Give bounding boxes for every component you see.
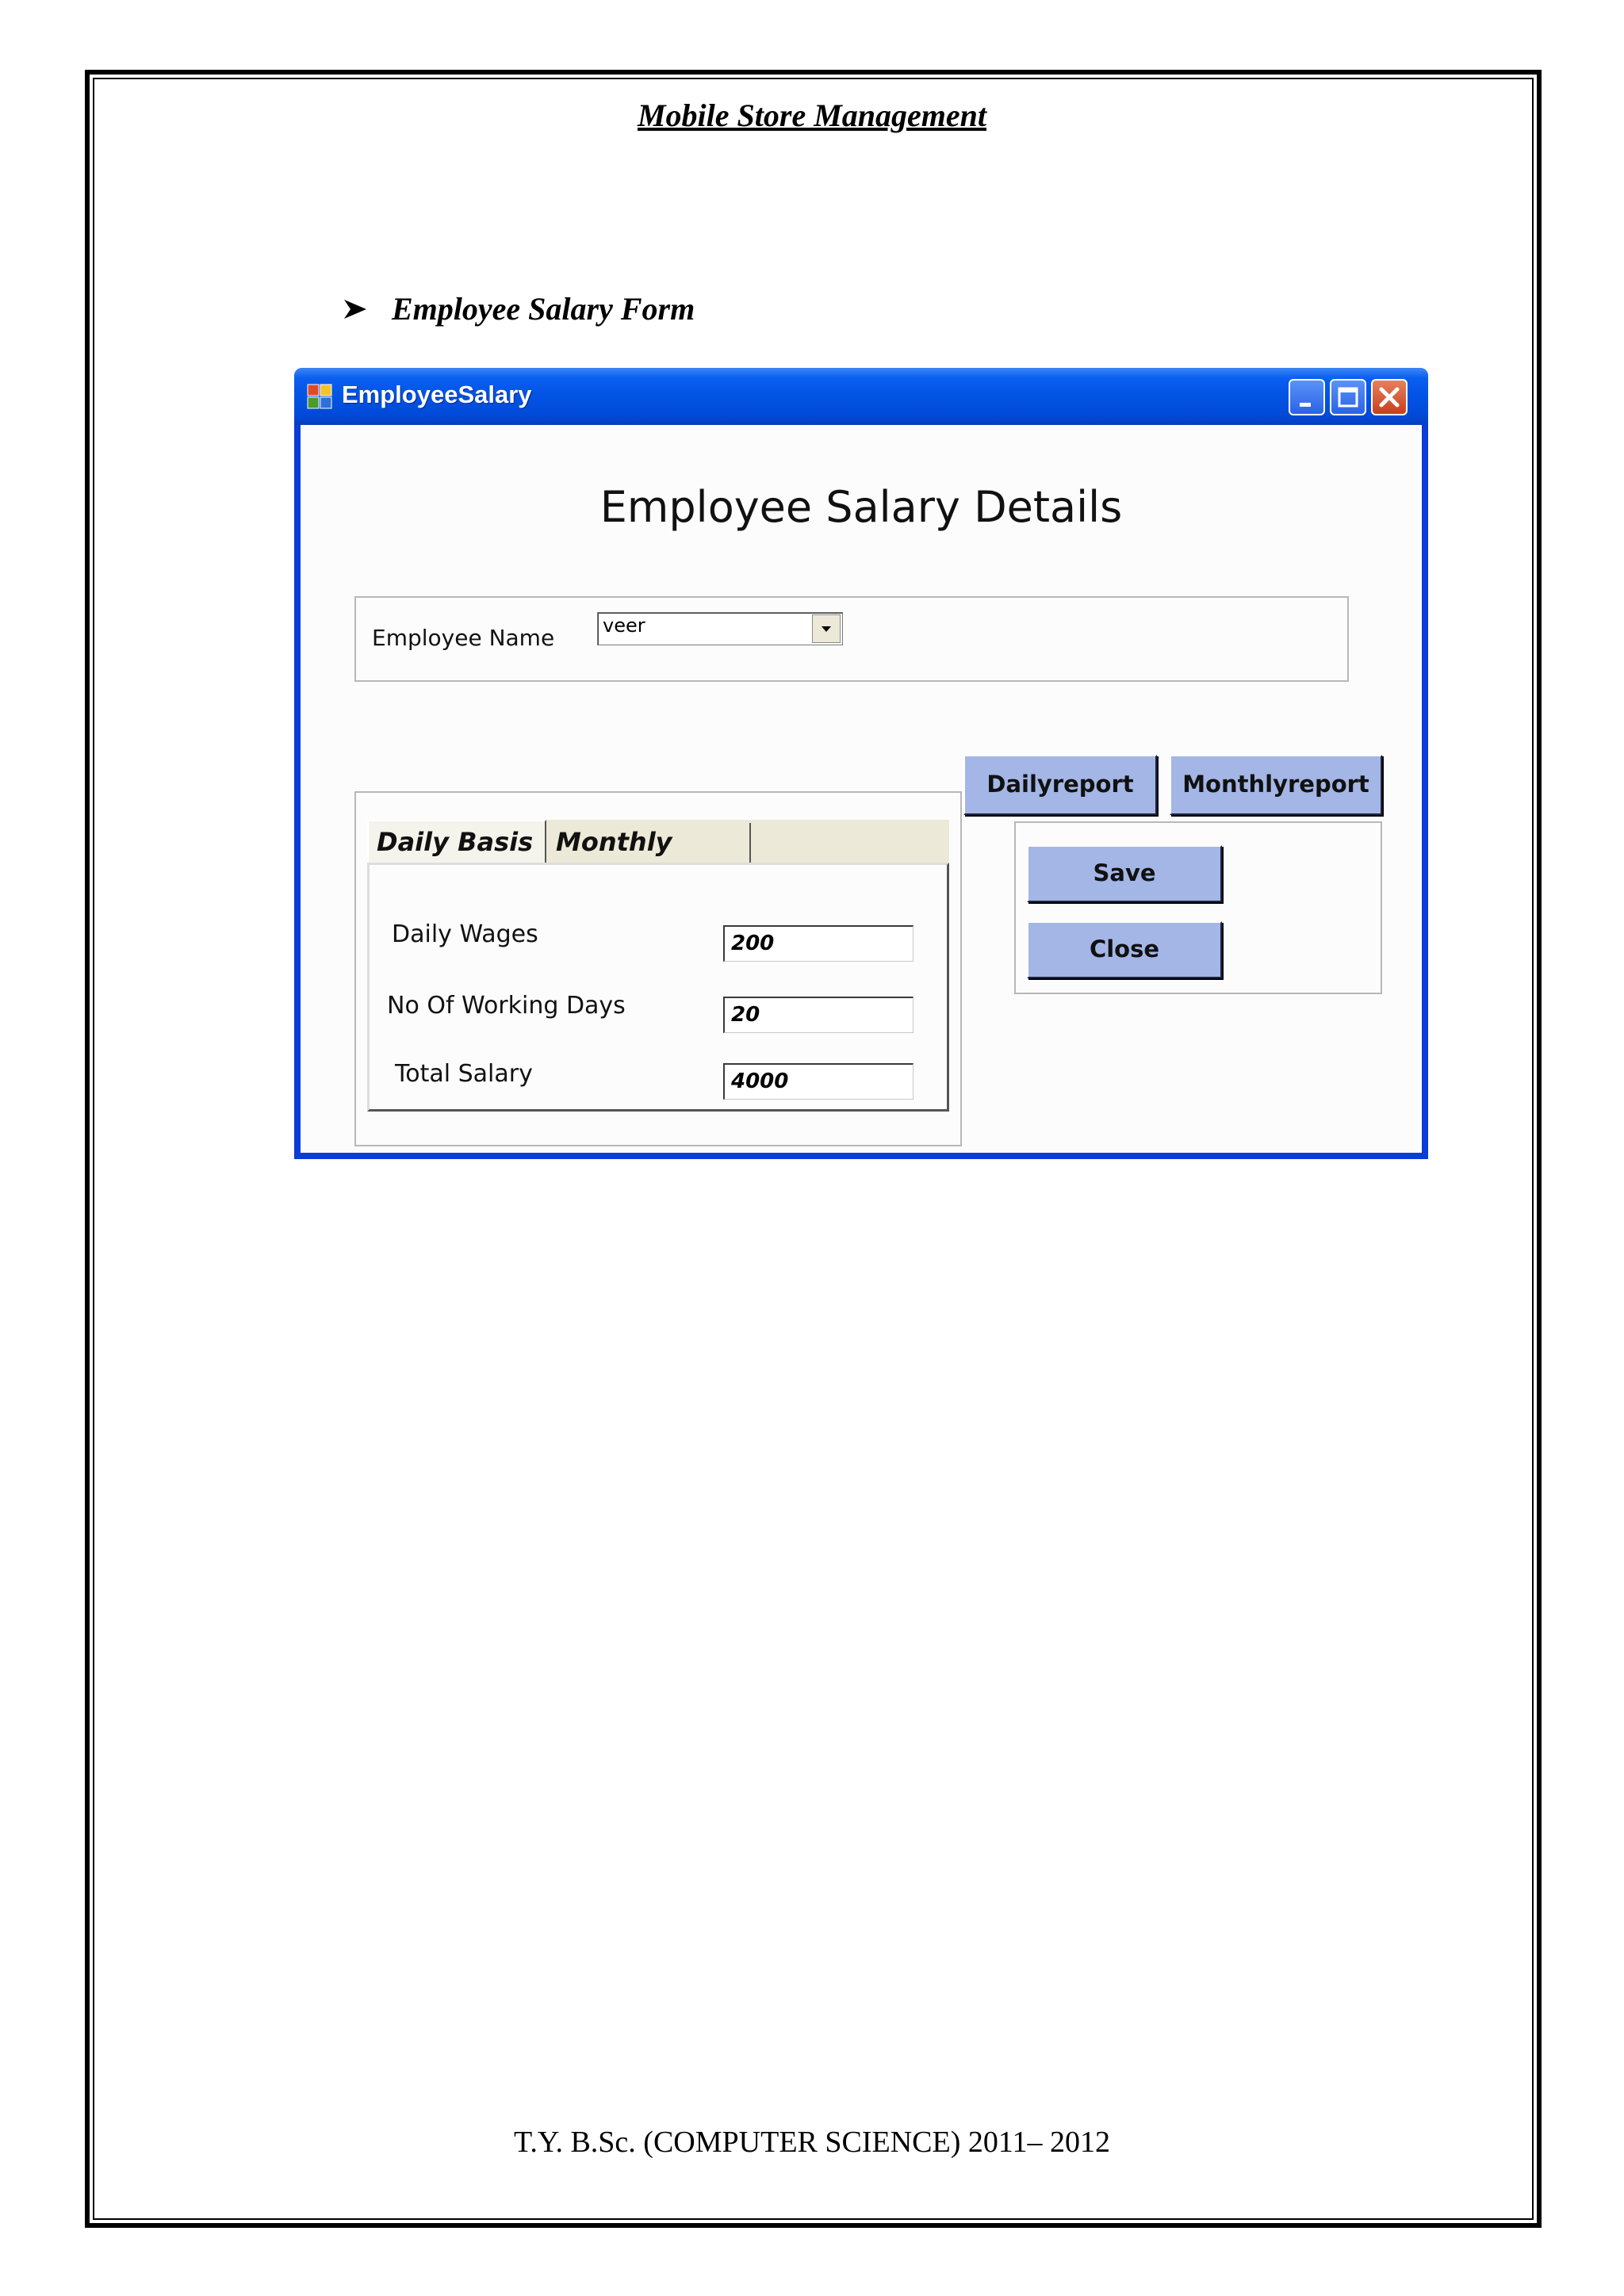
tab-daily-basis[interactable]: Daily Basis (367, 820, 546, 863)
daily-wages-input[interactable]: 200 (723, 925, 914, 962)
salary-group (354, 791, 962, 1146)
app-icon (307, 384, 332, 409)
close-icon (1373, 381, 1406, 414)
employee-name-group (354, 596, 1349, 682)
maximize-button[interactable] (1330, 379, 1366, 415)
tab-strip (367, 820, 949, 864)
window-titlebar[interactable] (294, 368, 1428, 425)
tab-monthly-basis[interactable]: Monthly (548, 823, 751, 863)
section-heading (343, 290, 695, 327)
daily-report-button[interactable]: Dailyreport (963, 755, 1157, 815)
working-days-label: No Of Working Days (387, 992, 626, 1020)
employee-name-label: Employee Name (372, 625, 555, 651)
save-button[interactable]: Save (1027, 845, 1222, 902)
working-days-input[interactable]: 20 (723, 997, 914, 1033)
total-salary-input[interactable]: 4000 (723, 1063, 914, 1100)
dropdown-button[interactable] (812, 614, 841, 643)
minimize-icon (1290, 381, 1323, 414)
daily-wages-label: Daily Wages (392, 920, 538, 948)
daily-basis-panel (367, 863, 949, 1112)
section-heading-text: Employee Salary Form (392, 291, 695, 327)
maximize-icon (1331, 381, 1365, 414)
minimize-button[interactable] (1289, 379, 1325, 415)
monthly-report-button[interactable]: Monthlyreport (1170, 755, 1382, 815)
employee-salary-window (294, 368, 1428, 1159)
actions-group (1014, 821, 1382, 994)
window-client-area (301, 425, 1422, 1153)
window-close-button[interactable] (1371, 379, 1408, 415)
close-button[interactable]: Close (1027, 921, 1222, 978)
window-title: EmployeeSalary (342, 381, 532, 408)
form-title: Employee Salary Details (599, 482, 1123, 532)
document-footer: T.Y. B.Sc. (COMPUTER SCIENCE) 2011– 2012 (514, 2126, 1110, 2159)
arrow-bullet-icon (343, 297, 368, 322)
chevron-down-icon (813, 615, 840, 642)
total-salary-label: Total Salary (395, 1060, 533, 1088)
employee-name-dropdown[interactable] (597, 612, 843, 645)
employee-name-value: veer (603, 614, 645, 637)
document-header: Mobile Store Management (637, 98, 987, 133)
